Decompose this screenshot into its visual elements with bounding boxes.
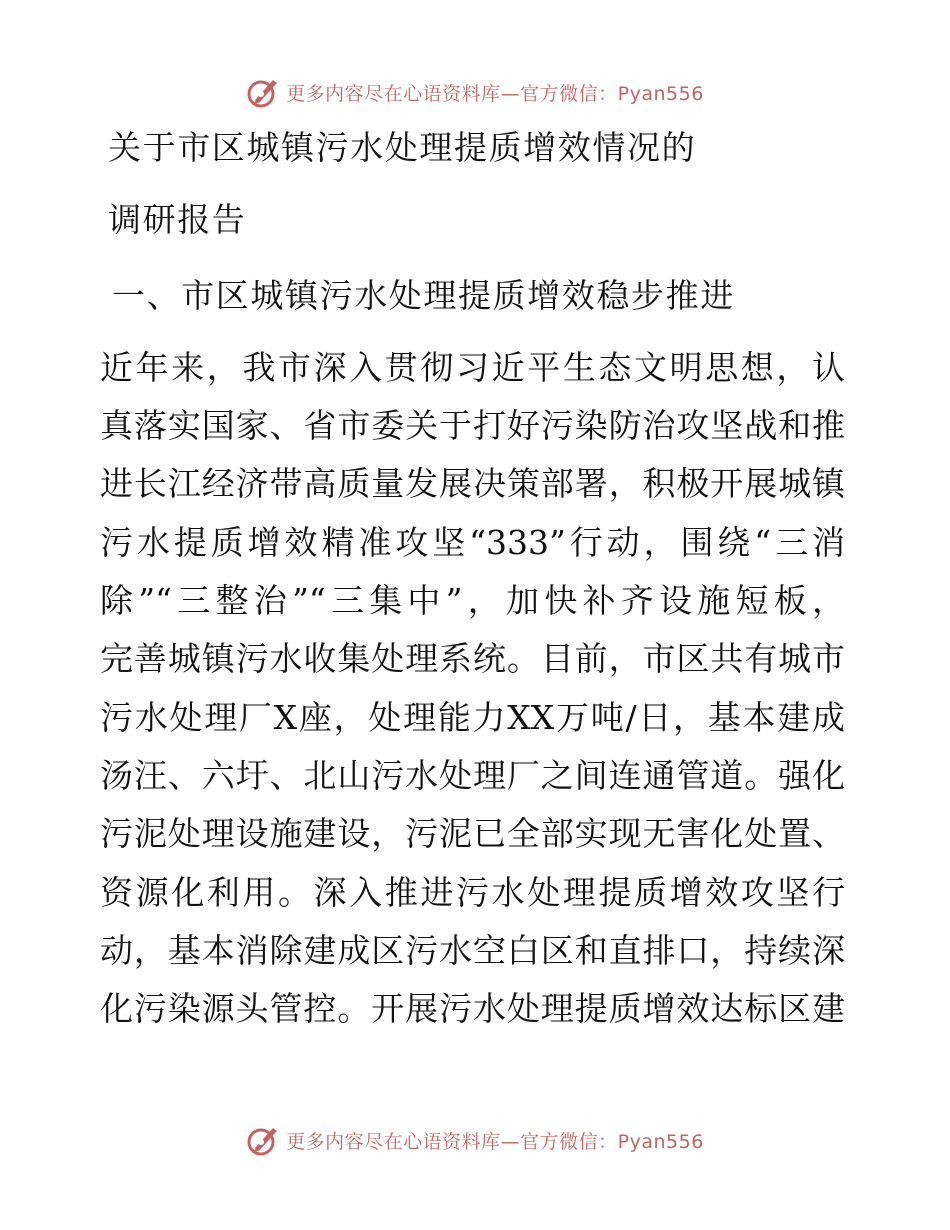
paragraph-line: 近年来，我市深入贯彻习近平生态文明思想，认: [100, 348, 845, 387]
title-line-2: 调研报告: [108, 200, 247, 239]
watermark-text: 更多内容尽在心语资料库—官方微信：Pyan556: [286, 1130, 704, 1153]
paragraph-line: 除”“三整治”“三集中”，加快补齐设施短板，: [100, 581, 845, 620]
section-heading: 一、市区城镇污水处理提质增效稳步推进: [112, 276, 735, 315]
title-line-1: 关于市区城镇污水处理提质增效情况的: [108, 128, 697, 167]
paragraph-line: 污水处理厂X座，处理能力XX万吨/日，基本建成: [100, 698, 845, 737]
paragraph-line: 化污染源头管控。开展污水处理提质增效达标区建: [100, 989, 845, 1028]
pen-logo-icon: [246, 1123, 280, 1157]
paragraph-line: 动，基本消除建成区污水空白区和直排口，持续深: [100, 931, 845, 970]
pen-logo-icon: [246, 75, 280, 109]
watermark-top: [0, 72, 950, 112]
watermark-bottom: [0, 1120, 950, 1160]
paragraph-line: 资源化利用。深入推进污水处理提质增效攻坚行: [100, 873, 845, 912]
paragraph-line: 真落实国家、省市委关于打好污染防治攻坚战和推: [100, 406, 845, 445]
paragraph-line: 完善城镇污水收集处理系统。目前，市区共有城市: [100, 639, 845, 678]
paragraph-line: 污泥处理设施建设，污泥已全部实现无害化处置、: [100, 814, 845, 853]
paragraph-line: 汤汪、六圩、北山污水处理厂之间连通管道。强化: [100, 756, 845, 795]
paragraph-line: 进长江经济带高质量发展决策部署，积极开展城镇: [100, 464, 845, 503]
paragraph-line: 污水提质增效精准攻坚“333”行动，围绕“三消: [100, 523, 845, 562]
watermark-text: 更多内容尽在心语资料库—官方微信：Pyan556: [286, 82, 704, 105]
